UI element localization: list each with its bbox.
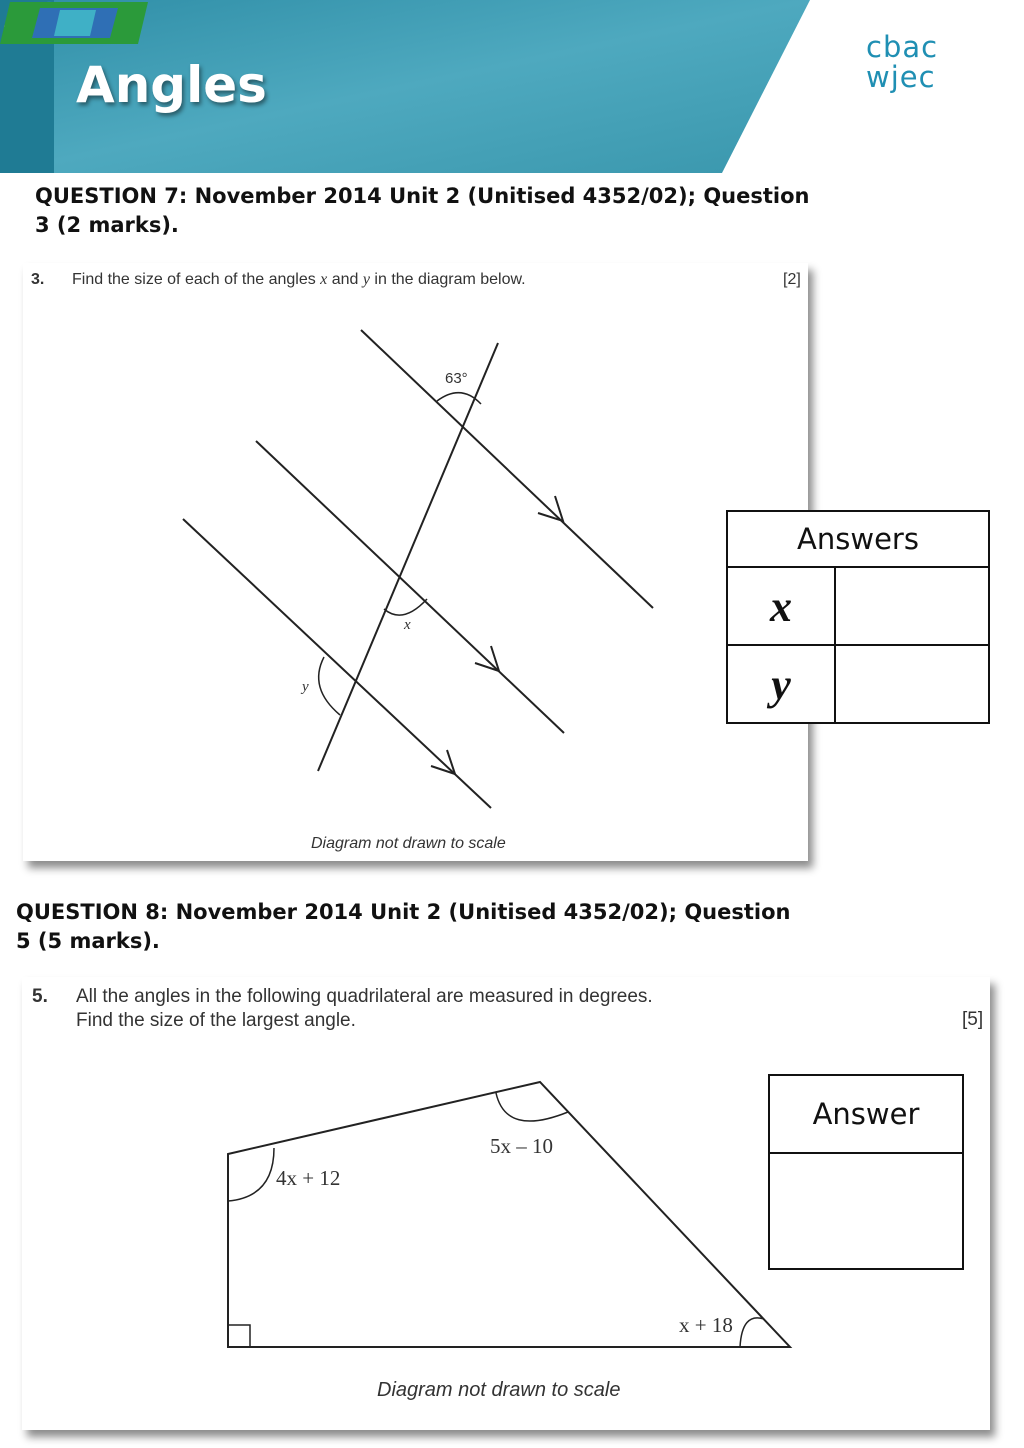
question-8-line-1: All the angles in the following quadrilateral are measured in degrees.: [76, 986, 653, 1007]
quadrilateral-shape: [228, 1082, 790, 1347]
cynnal-badge-text: cynnal: [846, 113, 925, 143]
prompt-var-x: x: [320, 271, 328, 288]
prompt-text-b: and: [327, 271, 363, 288]
question-7-marks: [2]: [783, 271, 801, 288]
parallel-line-bottom: [183, 519, 491, 808]
question-8-number: 5.: [32, 986, 48, 1007]
angle-label-right: x + 18: [679, 1313, 733, 1337]
angle-arc-top: [496, 1093, 568, 1121]
page-title: Angles: [76, 56, 267, 114]
question-8-line-2: Find the size of the largest angle.: [76, 1010, 356, 1031]
answer-y-field[interactable]: [835, 645, 989, 723]
parallel-lines-diagram: [23, 263, 808, 861]
question-8-answer-table: [768, 1074, 964, 1270]
prompt-text-a: Find the size of each of the angles: [72, 271, 321, 288]
arrow-top-icon: [538, 496, 563, 521]
question-7-number: 3.: [31, 271, 45, 288]
answer-y-label: y: [727, 645, 835, 723]
right-angle-marker: [228, 1325, 250, 1347]
transversal-line: [318, 343, 498, 771]
angle-label-63: 63°: [445, 370, 468, 387]
cynnal-badge-icon: [0, 0, 150, 46]
header-banner: [0, 0, 1024, 173]
answer-x-field[interactable]: [835, 567, 989, 645]
answer-x-label: x: [727, 567, 835, 645]
logo-wjec-text: wjec: [866, 60, 936, 94]
angle-arc-63: [437, 393, 481, 404]
answers-heading: Answers: [727, 511, 989, 567]
prompt-var-y: y: [362, 271, 370, 288]
question-7-heading: QUESTION 7: November 2014 Unit 2 (Unitised 4352/02); Question 3 (2 marks).: [35, 184, 810, 237]
logo-cbac-text: cbac: [866, 30, 939, 64]
angle-label-x: x: [404, 617, 411, 633]
question-8-caption: Diagram not drawn to scale: [377, 1379, 621, 1401]
question-7-answers-table: [726, 510, 990, 724]
answer-heading: Answer: [769, 1075, 963, 1153]
question-8-heading: QUESTION 8: November 2014 Unit 2 (Unitised 4352/02); Question 5 (5 marks).: [16, 900, 791, 953]
angle-arc-x: [384, 599, 427, 615]
question-8-marks: [5]: [962, 1009, 984, 1030]
question-7-panel: [23, 263, 808, 861]
angle-label-top: 5x – 10: [490, 1134, 553, 1158]
angle-arc-right: [740, 1318, 764, 1347]
prompt-text-c: in the diagram below.: [369, 271, 526, 288]
angle-label-left: 4x + 12: [276, 1166, 341, 1190]
angle-arc-left: [228, 1148, 274, 1201]
angle-arc-y: [319, 657, 340, 715]
question-7-caption: Diagram not drawn to scale: [311, 835, 506, 852]
angle-label-y: y: [302, 679, 309, 695]
answer-field[interactable]: [769, 1153, 963, 1269]
